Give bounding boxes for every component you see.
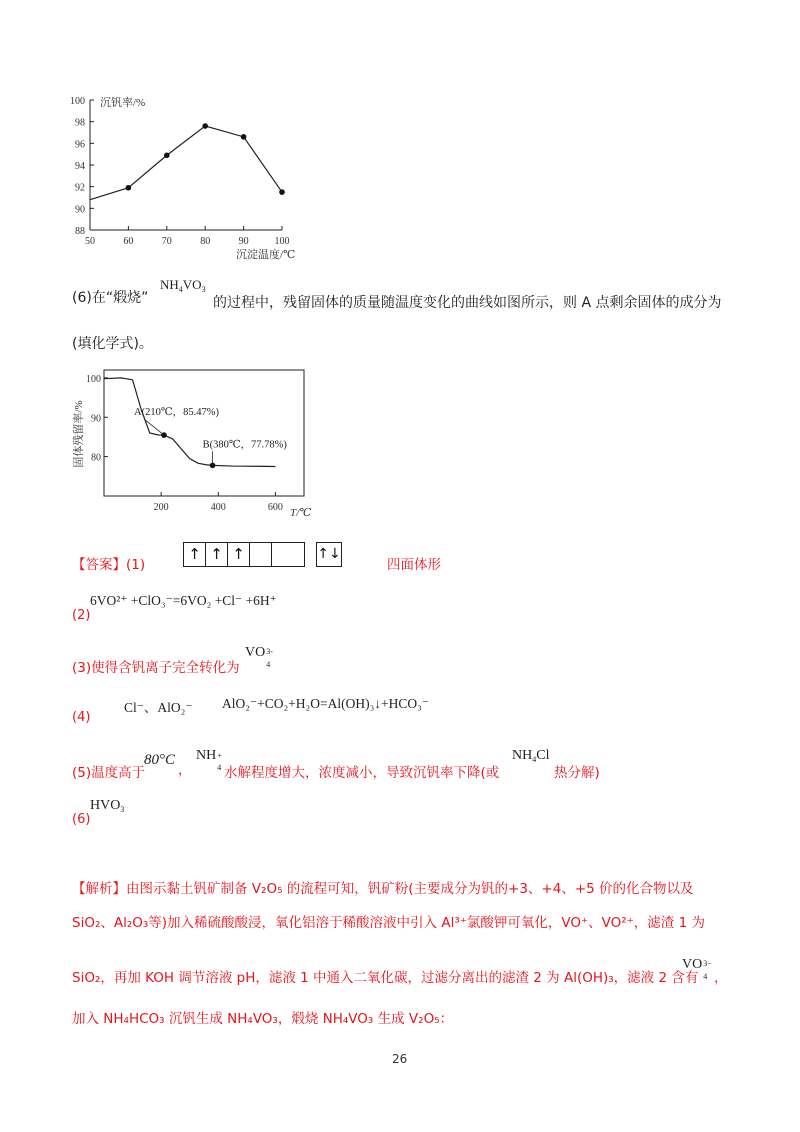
plot-frame [104,370,304,496]
answer-item5-text2: 水解程度增大，浓度减小，导致沉钒率下降(或 [224,765,500,781]
answer-item6-formula: $HVO_3$ [90,798,125,814]
answer-item1-num: (1) [126,557,146,573]
orbital-cell: ↑↓ [317,546,341,562]
answer-item5-num: (5) [72,765,92,781]
y-tick-label: 80 [91,452,101,464]
y-tick-label: 88 [75,226,85,237]
y-axis-label: 固体残留率/% [73,400,85,468]
orbital-cell: ↑ [228,543,250,566]
page-number: 26 [392,1052,408,1066]
orbital-cell: ↑ [184,543,206,566]
y-tick-label: 90 [75,204,85,216]
analysis-line4: 加入 NH₄HCO₃ 沉钒生成 NH₄VO₃，煅烧 NH₄VO₃ 生成 V₂O₅： [72,1011,454,1027]
answer-item4-ions: Cl⁻、AlO₂⁻ [124,700,193,715]
annotation-label: A(210℃，85.47%) [134,407,219,419]
orbital-3d-box [183,542,305,567]
y-tick-label: 98 [75,117,85,129]
orbital-4s-box [316,542,342,567]
y-tick-label: 100 [70,96,85,107]
analysis-line2: SiO₂、Al₂O₃等)加入稀硫酸酸浸，氧化铝溶于稀酸溶液中引入 Al³⁺氯酸钾可氧化，VO⁺、VO²⁺，滤渣 1 为 [72,915,705,931]
orbital-cell [250,543,272,566]
answer-item3-num: (3) [72,660,92,676]
answer-tag [72,553,145,573]
q6-formula: $NH_4VO_3$ [160,277,206,294]
answer-item5-ion: NH + 4 [196,748,222,772]
x-tick-label: 400 [210,502,226,513]
analysis-tag: 【解析】 [72,881,126,897]
data-point [241,134,247,140]
data-point [279,189,285,195]
answer-item5-text1: 温度高于 [91,765,146,781]
q6-line2: (填化学式)。 [72,336,153,352]
answer-item5-part1 [72,761,145,781]
data-point [126,185,132,191]
annotation-label: B(380℃，77.78%) [202,439,287,451]
answer-item4-num: (4) [72,710,91,725]
y-tick-label: 94 [75,161,85,172]
analysis-line3-end: ， [714,970,728,986]
y-axis-label: 沉钒率/% [100,97,146,109]
x-tick-label: 200 [153,502,169,513]
y-tick-label: 100 [86,373,101,385]
analysis-line1 [72,878,694,900]
q6-line1 [72,287,148,307]
x-tick-label: 50 [85,236,95,247]
q6-prefix: (6)在“煅烧” [72,290,149,306]
x-tick-label: 90 [238,236,249,247]
x-axis-label: T/℃ [290,507,312,519]
x-tick-label: 80 [200,236,211,247]
y-tick-label: 90 [91,413,101,425]
analysis-line1-text: 由图示黏土钒矿制备 V₂O₅ 的流程可知，钒矿粉(主要成分为钒的+3、+4、+5 价的化合物以及 [126,881,694,897]
x-tick-label: 70 [161,236,172,247]
answer-item5-text3: 热分解) [554,765,600,781]
answer-item2-equation: 6VO²⁺ +ClO₃⁻=6VO₂ +Cl⁻ +6H⁺ [90,593,277,608]
answer-item3-text: 使得含钒离子完全转化为 [91,660,240,676]
x-tick-label: 100 [274,236,290,247]
answer-item6-num: (6) [72,812,91,827]
chart-solid-residue [68,362,318,527]
answer-item3-ion: VO 3- 4 [245,645,273,669]
y-tick-label: 92 [75,182,85,194]
answer-item5-temp: 80°C [144,752,176,768]
x-tick-label: 600 [267,502,283,513]
answer-item5-salt: $NH_4Cl$ [512,748,550,764]
analysis-line3: SiO₂，再加 KOH 调节溶液 pH，滤液 1 中通入二氧化碳，过滤分离出的滤渣 2 为 Al(OH)₃，滤液 2 含有 [72,970,699,986]
x-axis-label: 沉淀温度/℃ [236,249,296,261]
analysis-line3-ion: VO 3− 4 [682,957,712,981]
x-tick-label: 60 [123,236,134,247]
answer-item4-equation: AlO₂⁻+CO₂+H₂O=Al(OH)₃↓+HCO₃⁻ [222,696,429,711]
chart-vanadium-precipitation [60,88,320,268]
data-point [202,123,208,129]
series-line [104,378,275,467]
y-tick-label: 96 [75,139,85,151]
answer-item3 [72,656,240,676]
data-point [164,152,170,158]
series-line [90,126,282,200]
q6-suffix: 的过程中，残留固体的质量随温度变化的曲线如图所示，则 A 点剩余固体的成分为 [213,295,722,311]
answer-tag-text: 【答案】 [72,557,126,573]
answer-item2-num: (2) [72,608,91,623]
answer-item1-shape: 四面体形 [387,557,441,573]
orbital-cell [272,543,294,566]
orbital-cell: ↑ [206,543,228,566]
answer-item5-comma: ， [178,763,192,778]
